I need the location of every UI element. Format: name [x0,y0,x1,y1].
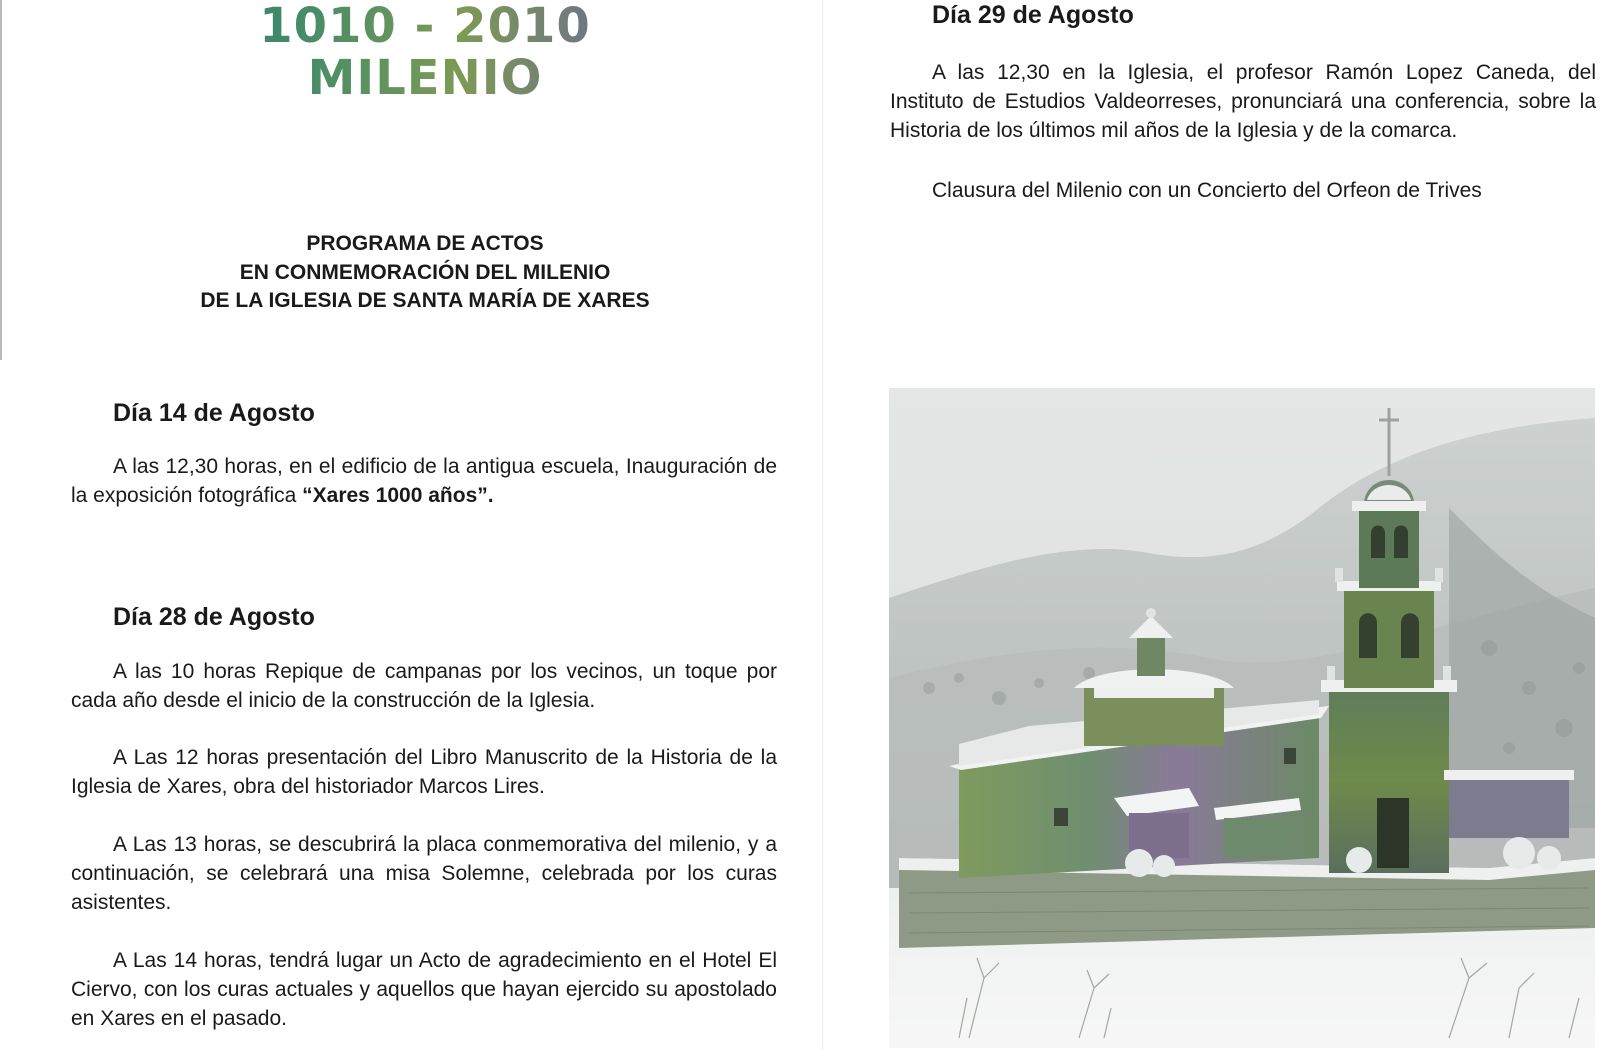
program-heading-line-3: DE LA IGLESIA DE SANTA MARÍA DE XARES [200,289,650,312]
day-14-paragraph-text: A las 12,30 horas, en el edificio de la antigua escuela, Inauguración de la exposición fotográfica [71,455,777,507]
church-photo [889,388,1595,1048]
exhibition-title: “Xares 1000 años”. [302,484,494,507]
day-29-conference-paragraph: A las 12,30 en la Iglesia, el profesor Ramón Lopez Caneda, del Instituto de Estudios Valdeorreses, pronunciará una conferencia, sobre la Historia de los últimos mil años de la Iglesia y de la comarca. [890,61,1596,142]
title-years: 1010 - 2010 [259,0,591,54]
program-heading-line-1: PROGRAMA DE ACTOS [306,232,544,255]
church-illustration [889,388,1595,1048]
day-28-plaque-paragraph: A Las 13 horas, se descubrirá la placa conmemorativa del milenio, y a continuación, se celebrará una misa Solemne, celebrada por los curas asistentes. [71,833,777,914]
day-28-book-paragraph: A Las 12 horas presentación del Libro Manuscrito de la Historia de la Iglesia de Xares, obra del historiador Marcos Lires. [71,746,777,798]
day-14-paragraph [71,452,777,510]
program-heading [110,230,740,316]
day-28-bells-paragraph: A las 10 horas Repique de campanas por los vecinos, un toque por cada año desde el inicio de la construcción de la Iglesia. [71,660,777,712]
day-14-heading: Día 14 de Agosto [113,399,315,427]
day-28-heading: Día 28 de Agosto [113,603,315,631]
title-word: MILENIO [307,50,543,106]
millennium-title [80,0,770,104]
day-29-closing-paragraph: Clausura del Milenio con un Concierto del Orfeon de Trives [932,179,1482,202]
program-heading-line-2: EN CONMEMORACIÓN DEL MILENIO [239,260,611,284]
day-29-heading: Día 29 de Agosto [932,1,1134,29]
day-28-thanks-paragraph: A Las 14 horas, tendrá lugar un Acto de agradecimiento en el Hotel El Ciervo, con los curas actuales y aquellos que hayan ejercido su apostolado en Xares en el pasado. [71,949,777,1030]
